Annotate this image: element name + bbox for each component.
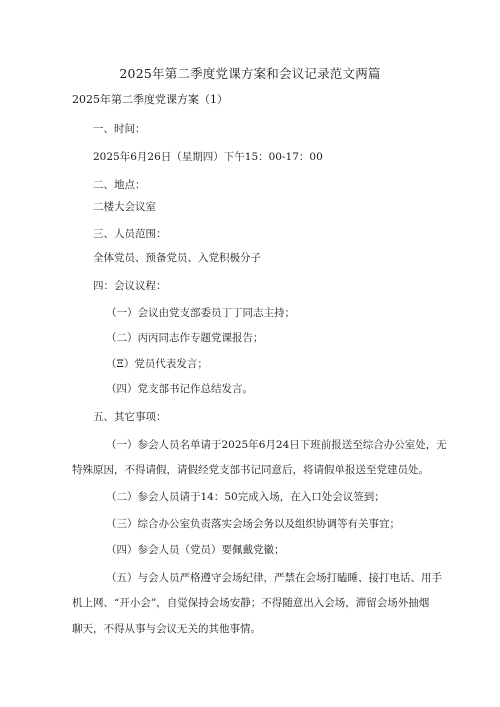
time-heading: 一、时间： [93, 123, 146, 135]
time-value: 2025年6月26日（星期四）下午15：00-17：00 [93, 151, 323, 163]
document-subtitle: 2025年第二季度党课方案（1） [72, 93, 228, 106]
document-title: 2025年第二季度党课方案和会议记录范文两篇 [119, 66, 381, 81]
other-item-2: （二）参会人员请于14：50完成入场，在入口处会议签到； [106, 491, 385, 503]
other-item-5: （五）与会人员严格遵守会场纪律，严禁在会场打瞌睡、接打电话、用手 [106, 572, 442, 584]
agenda-item: （四）党支部书记作总结发言。 [106, 383, 253, 395]
other-item-5-cont: 聊天，不得从事与会议无关的其他事情。 [72, 623, 261, 635]
other-item-4: （四）参会人员（党员）要佩戴党徽； [106, 544, 285, 556]
other-item-1-cont: 特殊原因，不得请假，请假经党支部书记同意后，将请假单报送至党建员处。 [72, 464, 429, 476]
agenda-heading: 四：会议议程： [93, 280, 167, 292]
other-item-3: （三）综合办公室负责落实会场会务以及组织协调等有关事宜； [106, 518, 400, 530]
agenda-item: （Ξ）党员代表发言； [106, 358, 208, 370]
place-value: 二楼大会议室 [93, 201, 156, 213]
other-item-1: （一）参会人员名单请于2025年6月24日下班前报送至综合办公室处，无 [106, 439, 447, 451]
people-value: 全体党员、预备党员、入党积极分子 [93, 252, 261, 264]
people-heading: 三、人员范围： [93, 228, 167, 240]
agenda-item: （一）会议由党支部委员丁丁同志主持； [106, 307, 295, 319]
agenda-item: （二）丙丙同志作专题党课报告； [106, 332, 264, 344]
other-heading: 五、其它事项： [93, 411, 167, 423]
place-heading: 二、地点： [93, 179, 146, 191]
other-item-5-cont: 机上网、“开小会”，自觉保持会场安静；不得随意出入会场，滞留会场外抽烟 [72, 597, 430, 609]
